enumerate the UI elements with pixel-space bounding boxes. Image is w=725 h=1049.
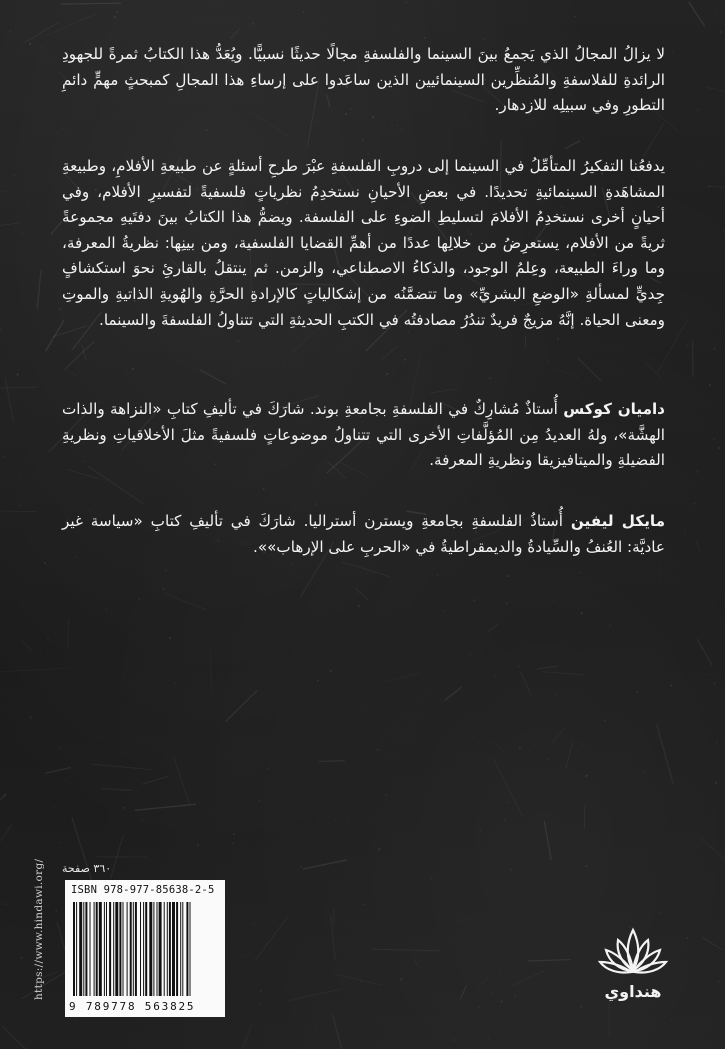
description-paragraph [62, 154, 665, 333]
author2-name: مايكل ليفين [570, 512, 666, 530]
intro-paragraph [62, 42, 665, 119]
author2-bio: أُستاذُ الفلسفةِ بجامعةِ ويسترن أستراليا. شارَكَ في تأليفِ كتابِ «سياسة غير عاديَّة: العُنفُ والسِّيادةُ والديمقراطيةُ في «الحربِ على الإرهاب»». [62, 512, 665, 556]
author1-name: داميان كوكس [563, 400, 665, 418]
barcode-icon [73, 902, 217, 998]
intro-text: لا يزالُ المجالُ الذي يَجمعُ بينَ السينما والفلسفةِ مجالًا حديثًا نسبيًّا. ويُعَدُّ هذا الكتابُ ثمرةً للجهودِ الرائدةِ للفلاسفةِ والمُنظِّرين السينمائيين الذين ساعَدوا على إرساءِ هذا المجالِ كمبحثٍ مهمٍّ دائمِ التطورِ وفي سبيلِه للازدهار. [62, 45, 665, 115]
author1-paragraph [62, 397, 665, 474]
description-text: يدفعُنا التفكيرُ المتأمِّلُ في السينما إلى دروبِ الفلسفةِ عبْرَ طرحِ أسئلةٍ عن طبيعةِ الأفلامِ، وطبيعةِ المشاهَدةِ السينمائيةِ تحديدًا. في بعضِ الأحيانِ نستخدِمُ نظرياتٍ فلسفيةً لتفسيرِ الأفلام، وفي أحيانٍ أخرى نستخدِمُ الأفلامَ لتسليطِ الضوءِ على الفلسفة. ويضمُّ هذا الكتابُ بينَ دفتَيهِ مجموعةً ثريةً من الأفلام، يستعرِضُ من خلالِها عددًا من أهمِّ القضايا الفلسفية، ومن بينِها: نظريةُ المعرفة، وما وراءَ الطبيعة، وعِلمُ الوجود، والذكاءُ الاصطناعي، والزمن. ثم ينتقلُ بالقارئِ نحوَ استكشافٍ جِديٍّ لمسألةِ «الوضعِ البشريِّ» وما تتضمَّنُه من إشكالياتٍ كالإرادةِ الحرَّةِ والهُويةِ الذاتيةِ والموتِ ومعنى الحياة. إنَّهُ مزيجٌ فريدٌ تندُرُ مصادفتُه في الكتبِ الحديثةِ التي تتناولُ الفلسفةَ والسينما. [62, 157, 665, 329]
lotus-flower-icon [596, 918, 670, 980]
page-count: ٣٦٠ صفحة [62, 862, 112, 875]
author1-bio: أُستاذٌ مُشارِكٌ في الفلسفةِ بجامعةِ بوند. شارَكَ في تأليفِ كتابِ «النزاهة والذات الهشَّة»، ولهُ العديدُ مِن المُؤلَّفاتِ الأخرى التي تتناولُ موضوعاتٍ فلسفيةً مثلَ الأخلاقياتِ ونظريةِ الفضيلةِ والميتافيزيقا ونظريةِ المعرفة. [62, 400, 665, 470]
barcode-number: 9 789778 563825 [69, 1000, 196, 1013]
barcode-panel [65, 880, 225, 1017]
isbn-label: ISBN 978-977-85638-2-5 [71, 884, 215, 896]
publisher-name: هنداوي [604, 982, 662, 1001]
publisher-url: https://www.hindawi.org/ [33, 858, 45, 1000]
author2-paragraph [62, 509, 665, 560]
